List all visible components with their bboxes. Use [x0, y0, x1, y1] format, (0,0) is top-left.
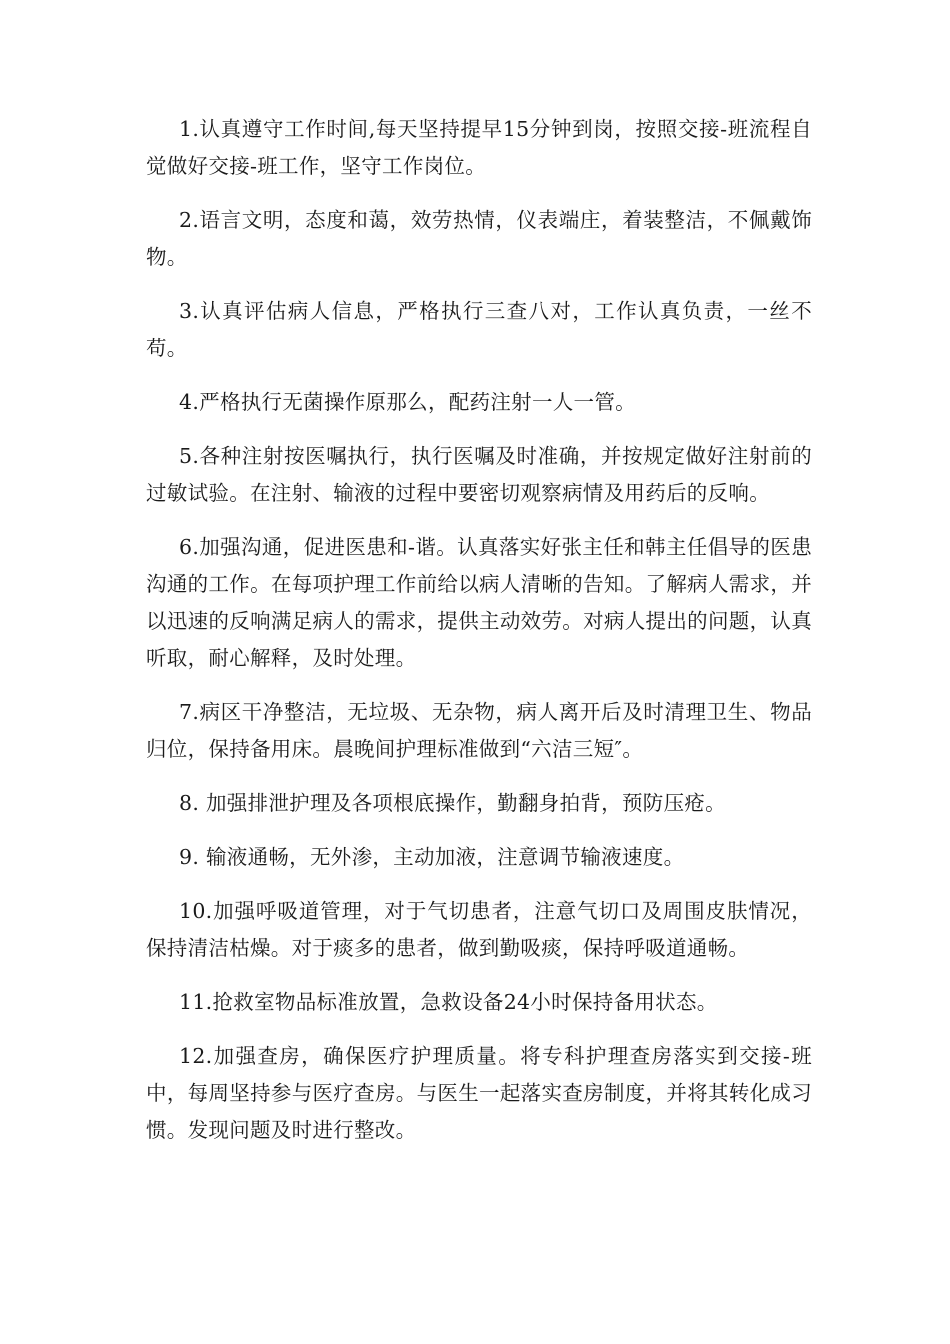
paragraph-7: 7.病区干净整洁，无垃圾、无杂物，病人离开后及时清理卫生、物品归位，保持备用床。晨晚间护理标准做到“六洁三短″。 [146, 700, 812, 761]
paragraph-10: 10.加强呼吸道管理，对于气切患者，注意气切口及周围皮肤情况，保持清洁枯燥。对于痰多的患者，做到勤吸痰，保持呼吸道通畅。 [146, 899, 812, 960]
paragraph-1: 1.认真遵守工作时间,每天坚持提早15分钟到岗，按照交接-班流程自觉做好交接-班工作，坚守工作岗位。 [146, 117, 812, 178]
paragraph-2: 2.语言文明，态度和蔼，效劳热情，仪表端庄，着装整洁，不佩戴饰物。 [146, 208, 812, 269]
paragraph-9: 9. 输液通畅，无外渗，主动加液，注意调节输液速度。 [179, 845, 685, 869]
paragraph-5: 5.各种注射按医嘱执行，执行医嘱及时准确，并按规定做好注射前的过敏试验。在注射、输液的过程中要密切观察病情及用药后的反响。 [146, 444, 812, 505]
paragraph-4: 4.严格执行无菌操作原那么，配药注射一人一管。 [179, 390, 636, 414]
document-page [146, 111, 812, 1166]
paragraph-3: 3.认真评估病人信息，严格执行三查八对，工作认真负责，一丝不苟。 [146, 299, 812, 360]
paragraph-6: 6.加强沟通，促进医患和-谐。认真落实好张主任和韩主任倡导的医患沟通的工作。在每项护理工作前给以病人清晰的告知。了解病人需求，并以迅速的反响满足病人的需求，提供主动效劳。对病人提出的问题，认真听取，耐心解释，及时处理。 [146, 535, 812, 670]
paragraph-11: 11.抢救室物品标准放置，急救设备24小时保持备用状态。 [179, 990, 718, 1014]
paragraph-8: 8. 加强排泄护理及各项根底操作，勤翻身拍背，预防压疮。 [179, 791, 726, 815]
paragraph-12: 12.加强查房，确保医疗护理质量。将专科护理查房落实到交接-班中，每周坚持参与医疗查房。与医生一起落实查房制度，并将其转化成习惯。发现问题及时进行整改。 [146, 1044, 812, 1142]
